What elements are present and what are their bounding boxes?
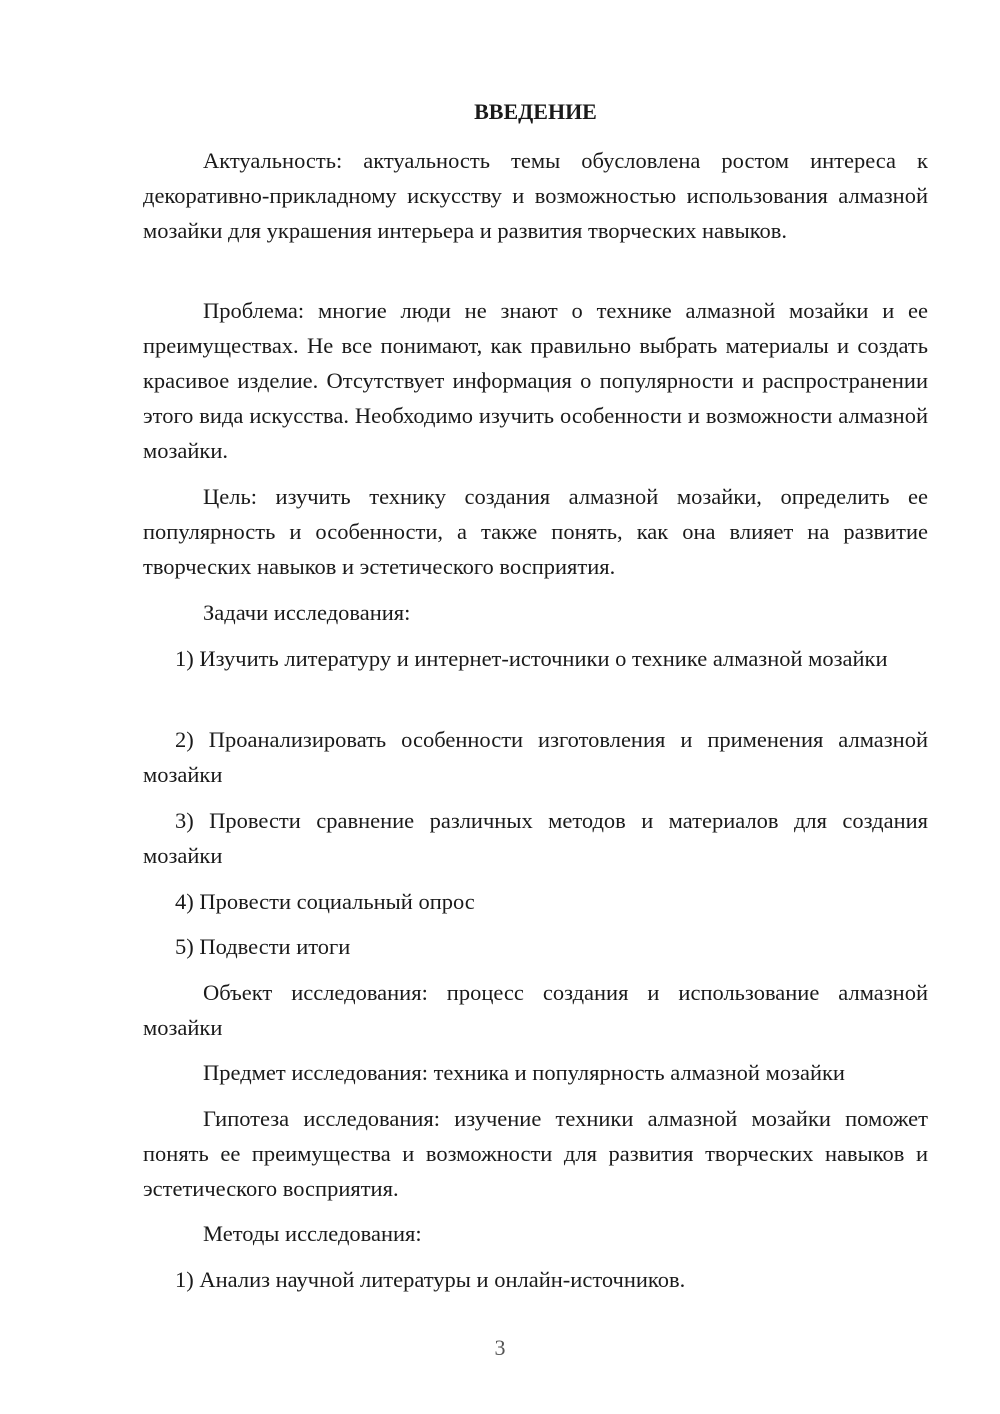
task-item-5: 5) Подвести итоги: [175, 934, 351, 959]
methods-heading: Методы исследования:: [203, 1221, 422, 1246]
task-item-2: 2) Проанализировать особенности изготовления и применения алмазной мозайки: [143, 727, 928, 787]
paragraph-goal: Цель: изучить технику создания алмазной мозайки, определить ее популярность и особенности, а также понять, как она влияет на развитие творческих навыков и эстетического восприятия.: [143, 484, 928, 579]
paragraph-hypothesis: Гипотеза исследования: изучение техники алмазной мозайки поможет понять ее преимущества и возможности для развития творческих навыков и эстетического восприятия.: [143, 1106, 928, 1201]
tasks-heading: Задачи исследования:: [203, 600, 411, 625]
task-item-4: 4) Провести социальный опрос: [175, 889, 475, 914]
page-title: ВВЕДЕНИЕ: [474, 99, 597, 124]
paragraph-problem: Проблема: многие люди не знают о технике алмазной мозайки и ее преимуществах. Не все понимают, как правильно выбрать материалы и создать красивое изделие. Отсутствует информация о популярности и распространении этого вида искусства. Необходимо изучить особенности и возможности алмазной мозайки.: [143, 298, 928, 463]
paragraph-object: Объект исследования: процесс создания и использование алмазной мозайки: [143, 980, 928, 1040]
page-number: 3: [494, 1335, 506, 1360]
method-item-1: 1) Анализ научной литературы и онлайн-источников.: [175, 1267, 686, 1292]
task-item-3: 3) Провести сравнение различных методов и материалов для создания мозайки: [143, 808, 928, 868]
paragraph-relevance: Актуальность: актуальность темы обусловлена ростом интереса к декоративно-прикладному искусству и возможностью использования алмазной мозайки для украшения интерьера и развития творческих навыков.: [143, 148, 928, 243]
paragraph-subject: Предмет исследования: техника и популярность алмазной мозайки: [203, 1060, 845, 1085]
task-item-1: 1) Изучить литературу и интернет-источники о технике алмазной мозайки: [175, 646, 888, 671]
